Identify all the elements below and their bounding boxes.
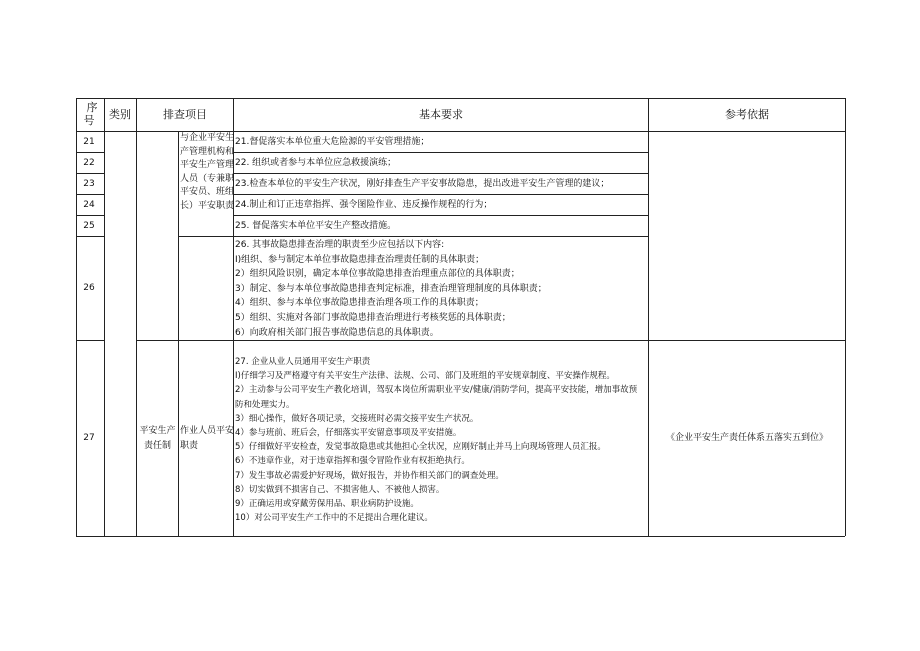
grid-line [136, 98, 137, 536]
requirement-text: 22. 组织或者参与本单位应急救援演练； [235, 158, 397, 168]
requirement-text: 23.检查本单位的平安生产状况，刚好排查生产平安事故隐患，提出改进平安生产管理的建议； [235, 179, 610, 189]
requirement-line: 6）向政府相关部门报告事故隐患信息的具体职责。 [235, 327, 439, 338]
header-seq-bottom: 号 [83, 114, 95, 127]
item-line: 产管理机构和 [180, 146, 235, 157]
item-line: 平安员、班组 [180, 187, 235, 197]
grid-line [76, 194, 104, 195]
grid-line [233, 152, 648, 153]
header-basis: 参考依据 [725, 108, 769, 121]
requirement-block-26 [235, 238, 547, 340]
requirement-line: 3）制定、参与本单位事故隐患排查判定标准，排查治理管理制度的具体职责； [235, 283, 547, 294]
grid-line [648, 98, 649, 536]
grid-line [76, 536, 845, 537]
requirement-line: 防和处理实力。 [235, 399, 295, 410]
grid-line [76, 340, 104, 341]
row-number: 26 [83, 283, 95, 293]
requirement-line: 7）发生事故必需爱护好现场，做好报告，并协作相关部门的调查处理。 [235, 470, 504, 481]
item-line: 平安生产管理 [180, 160, 235, 170]
row-number: 27 [83, 433, 95, 443]
requirement-line: 26. 其事故隐患排查治理的职责至少应包括以下内容: [235, 240, 445, 250]
requirement-line: 4）组织、参与本单位事故隐患排查治理各项工作的具体职责； [235, 298, 484, 309]
grid-line [76, 236, 104, 237]
grid-line [76, 152, 104, 153]
category-cell [137, 424, 178, 454]
header-item: 排查项目 [163, 108, 207, 121]
item-line: 人员（专兼职 [180, 173, 235, 184]
requirement-text: 24.制止和订正违章指挥、强令图险作业、违反操作规程的行为； [235, 200, 493, 210]
row-number: 24 [83, 200, 95, 210]
grid-line [76, 98, 845, 99]
category-line: 平安生产 [139, 426, 176, 436]
row-number: 25 [83, 221, 95, 231]
item-cell-management [180, 132, 234, 213]
requirement-text: 21.督促落实本单位重大危险源的平安管理措施； [235, 137, 430, 147]
header-requirement: 基本要求 [419, 108, 463, 121]
row-number: 22 [83, 158, 95, 168]
grid-line [845, 98, 846, 536]
requirement-line: 2）主动参与公司平安生产教化培训，驾驭本岗位所需职业平安/健康/消防学问，提高平安技能，增加事故预 [235, 385, 638, 396]
grid-line [178, 131, 179, 536]
requirement-line: 27. 企业从业人员通用平安生产职责 [235, 357, 371, 367]
requirement-text: 25. 督促落实本单位平安生产整改措施。 [235, 221, 397, 231]
row-number: 23 [83, 179, 95, 189]
requirement-line: I)组织、参与制定本单位事故隐患排查治理责任制的具体职责； [235, 254, 485, 265]
grid-line [233, 215, 648, 216]
requirement-line: 3）细心操作，做好各项记录，交接班时必需交接平安生产状况。 [235, 413, 479, 424]
requirement-line: 5）组织、实施对各部门事故隐患排查治理进行考核奖惩的具体职责； [235, 312, 511, 323]
item-line: 与企业平安生 [180, 133, 235, 143]
requirement-line: 6）不违章作业，对于违章指挥和强令冒险作业有权拒绝执行。 [235, 456, 470, 467]
grid-line [233, 194, 648, 195]
item-cell-workers [180, 424, 234, 454]
category-line: 责任制 [143, 441, 171, 451]
grid-line [104, 98, 105, 536]
requirement-line: I)仔细学习及严格遵守有关平安生产法律、法规、公司、部门及班组的平安规章制度、平安操作规程。 [235, 371, 615, 382]
basis-cell: 《企业平安生产责任体系五落实五到位》 [665, 433, 828, 443]
requirement-line: 9）正确运用或穿戴劳保用品、职业病防护设施。 [235, 499, 419, 510]
requirement-line: 5）仔细做好平安检查，发觉事故隐患或其他担心全状况，应刚好制止并马上向现场管理人员汇报。 [235, 442, 606, 453]
requirement-line: 8）切实做到不损害自己、不损害他人、不被他人损害。 [235, 484, 445, 495]
requirement-line: 2）组织风险识别，确定本单位事故隐患排查治理重点部位的具体职责； [235, 269, 520, 280]
item-line: 作业人员平安 [180, 426, 235, 436]
requirement-line: 4）参与班前、班后会，仔细落实平安留意事项及平安措施。 [235, 428, 462, 439]
requirement-block-27 [235, 355, 637, 525]
item-line: 职责 [180, 441, 199, 451]
grid-line [76, 215, 104, 216]
item-line: 长）平安职责 [180, 200, 235, 211]
header-seq-top: 序 [86, 101, 98, 114]
requirement-line: 10）对公司平安生产工作中的不足提出合理化建议。 [235, 513, 433, 524]
grid-line [178, 236, 648, 237]
header-category: 类别 [109, 108, 131, 121]
row-number: 21 [83, 137, 95, 147]
grid-line [233, 173, 648, 174]
grid-line [76, 173, 104, 174]
